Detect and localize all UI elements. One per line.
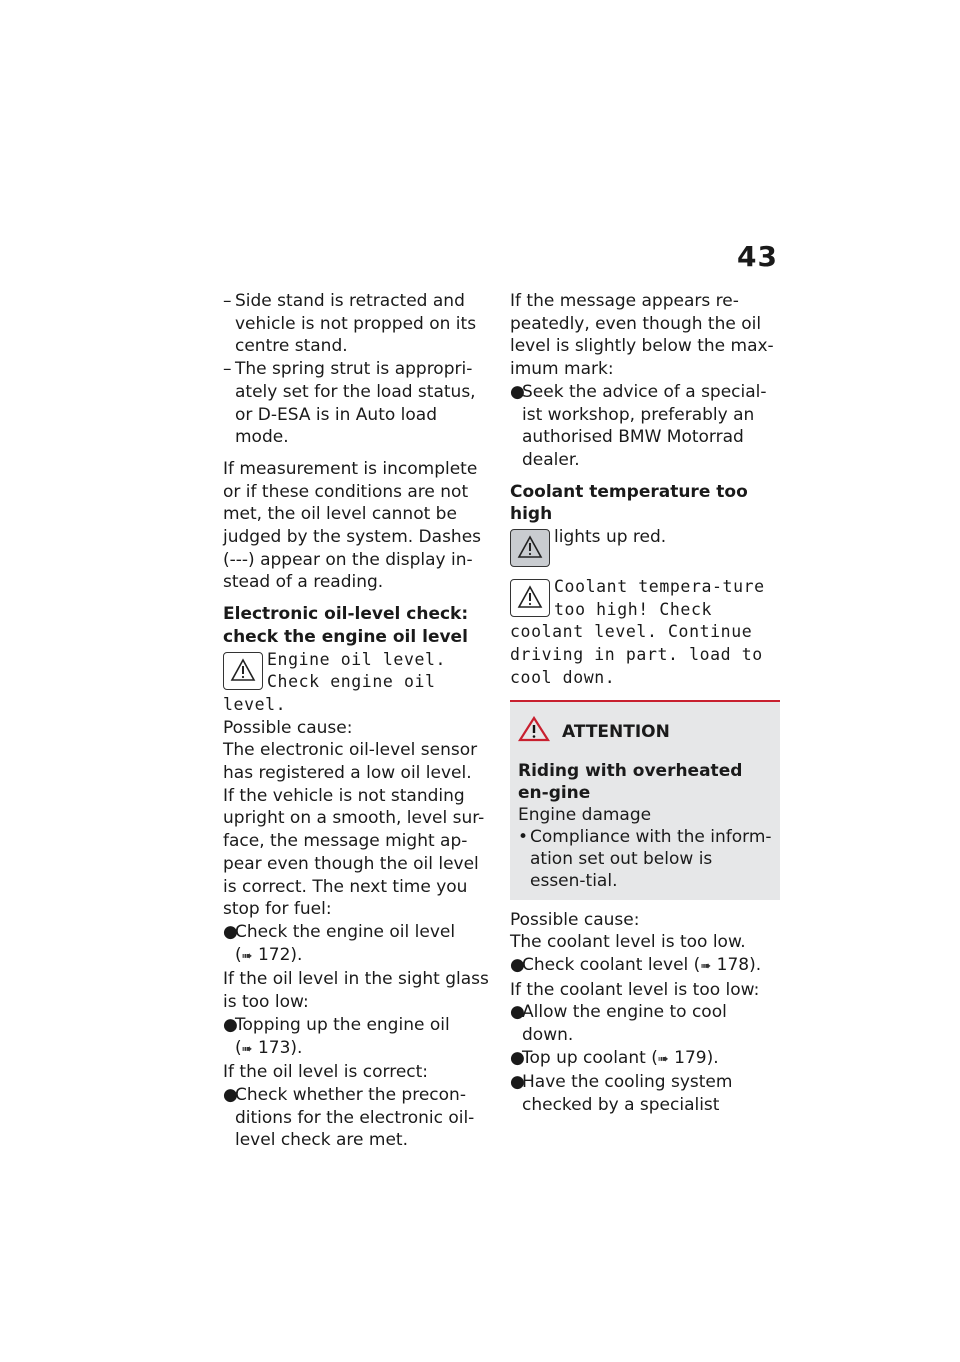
step-top-up-coolant: ● Top up coolant (➠ 179). [510,1047,719,1068]
not-upright-text: If the vehicle is not standing upright on a smooth, level sur-face, the message might ap-pear even though the oil level is correct. The next time you stop for fuel: [223,785,485,920]
correct-text: If the oil level is correct: [223,1062,429,1083]
reference-arrow-icon: ➠ [657,1051,669,1067]
attention-title: ATTENTION [562,721,670,742]
warning-triangle-icon [510,529,550,567]
too-low-text: If the coolant level is too low: [510,979,760,1000]
warning-triangle-icon [510,579,550,617]
coolant-display-message: Coolant tempera-ture too high! Check coolant level. Continue driving in part. load to cool down. [510,577,765,687]
step-topping-up: ● Topping up the engine oil (➠ 173). [223,1014,450,1058]
reference-arrow-icon: ➠ [241,948,253,964]
repeat-text: If the message appears re-peatedly, even though the oil level is slightly below the max-imum mark: [510,291,774,380]
step-check-coolant: ● Check coolant level (➠ 178). [510,954,762,975]
page-ref[interactable]: 179 [674,1047,707,1068]
incomplete-paragraph: If measurement is incomplete or if these conditions are not met, the oil level cannot be judged by the system. Dashes (---) appear on the display in-stead of a reading. [223,458,482,593]
page-ref[interactable]: 172 [257,944,291,965]
step-seek-advice: ● Seek the advice of a special-ist workshop, preferably an authorised BMW Motorrad dealer. [510,381,767,470]
coolant-heading: Coolant temperature too high [510,481,748,525]
oil-check-heading: Electronic oil-level check: check the engine oil level [223,604,469,647]
left-column [223,290,493,1152]
page-ref[interactable]: 178 [716,954,750,975]
cause-label: Possible cause: [223,717,353,738]
reference-arrow-icon: ➠ [241,1041,253,1057]
coolant-light-line: lights up red. [510,526,780,567]
too-low-text: If the oil level in the sight glass is too low: [223,969,489,1013]
condition-item: – The spring strut is appropri-ately set for the load status, or D-ESA is in Auto load mode. [223,359,476,448]
attention-damage: Engine damage [518,804,652,825]
page-ref[interactable]: 173 [257,1037,291,1058]
reference-arrow-icon: ➠ [700,958,712,974]
attention-box [510,700,780,900]
attention-subhead: Riding with overheated en-gine [518,760,743,803]
step-check-oil: ● Check the engine oil level (➠ 172). [223,921,456,965]
warning-triangle-icon [223,652,263,690]
page-number: 43 [737,240,778,273]
step-check-preconditions: ● Check whether the precon-ditions for the electronic oil-level check are met. [223,1084,475,1151]
step-cooling-check: ● Have the cooling system checked by a specialist [510,1072,733,1116]
cause-text: The electronic oil-level sensor has registered a low oil level. [223,740,478,784]
attention-triangle-icon [518,716,550,748]
attention-header [518,716,772,748]
condition-item: – Side stand is retracted and vehicle is not propped on its centre stand. [223,291,477,357]
oil-display-message: Engine oil level. Check engine oil level. [223,649,447,714]
step-allow-cool: ● Allow the engine to cool down. [510,1002,727,1046]
cause-label: Possible cause: [510,909,640,930]
cause-text: The coolant level is too low. [510,932,746,953]
right-column [510,290,780,1117]
attention-bullet: • Compliance with the inform-ation set out below is essen-tial. [518,826,772,891]
